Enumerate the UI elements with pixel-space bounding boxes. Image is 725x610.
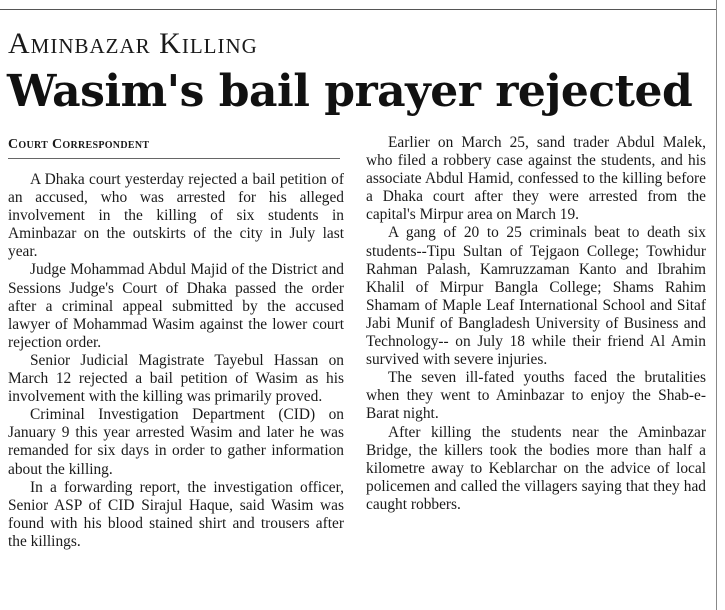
paragraph: Judge Mohammad Abdul Majid of the District and Sessions Judge's Court of Dhaka passed the order after a criminal appeal submitted by the accused lawyer of Mohammad Wasim against the lower court rejection order. — [8, 261, 344, 351]
headline: Wasim's bail prayer rejected — [7, 66, 693, 117]
paragraph: A Dhaka court yesterday rejected a bail petition of an accused, who was arrested for his alleged involvement in the killing of six students in Aminbazar on the outskirts of the city in July last year. — [8, 171, 344, 261]
kicker: Aminbazar Killing — [8, 27, 258, 60]
paragraph: Senior Judicial Magistrate Tayebul Hassan on March 12 rejected a bail petition of Wasim as his involvement with the killing was primarily proved. — [8, 351, 344, 406]
top-rule — [0, 9, 716, 10]
paragraph: In a forwarding report, the investigation officer, Senior ASP of CID Sirajul Haque, said Wasim was found with his blood stained shirt and trousers after the killings. — [8, 478, 344, 550]
paragraph: The seven ill-fated youths faced the brutalities when they went to Aminbazar to enjoy the Shab-e-Barat night. — [366, 369, 706, 423]
paragraph: Earlier on March 25, sand trader Abdul Malek, who filed a robbery case against the students, and his associate Abdul Hamid, confessed to the killing before a Dhaka court after they were arrested from the capital's Mirpur area on March 19. — [366, 134, 706, 224]
right-column-rule — [716, 0, 717, 610]
left-column — [8, 171, 344, 551]
paragraph: After killing the students near the Aminbazar Bridge, the killers took the bodies more than half a kilometre away to Keblarchar on the advice of local policemen and called the villagers saying that they had caught robbers. — [366, 423, 706, 513]
paragraph: A gang of 20 to 25 criminals beat to death six students--Tipu Sultan of Tejgaon College; Towhidur Rahman Palash, Kamruzzaman Kanto and Ibrahim Khalil of Mirpur Bangla College; Shams Rahim Shamam of Maple Leaf International School and Sitaf Jabi Munif of Bangladesh University of Business and Technology-- on July 18 while their friend Al Amin survived with severe injuries. — [366, 224, 706, 369]
byline: Court Correspondent — [8, 137, 150, 152]
byline-rule — [8, 158, 340, 159]
paragraph: Criminal Investigation Department (CID) on January 9 this year arrested Wasim and later he was remanded for six days in order to gather information about the killing. — [8, 406, 344, 478]
right-column — [366, 134, 706, 514]
